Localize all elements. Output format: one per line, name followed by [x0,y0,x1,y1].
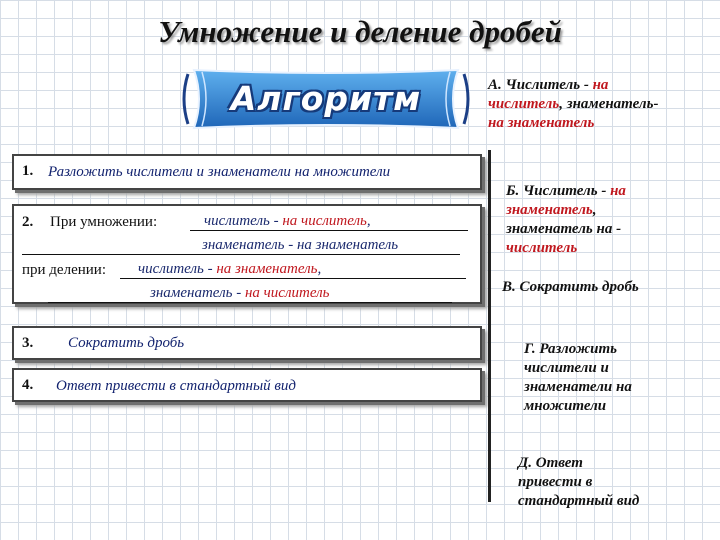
option-d-line3: знаменатели на [524,379,632,395]
algorithm-banner [180,66,472,132]
option-e-line3: стандартный вид [518,493,640,509]
step-3-number: 3. [22,335,34,351]
div-numerator-target: на знаменатель [216,261,318,277]
option-e-line2: привести в [518,474,593,490]
option-a-part4: на знаменатель [488,115,595,131]
step-4-box [12,368,482,402]
mult-numerator-target: на числитель [282,213,367,229]
mult-numerator-part: числитель - [204,213,283,229]
option-a-part2: числитель [488,96,560,112]
column-divider [488,150,491,502]
option-b-part4: знаменатель на - [506,221,622,237]
step-3-text: Сократить дробь [68,335,185,351]
step-4-number: 4. [22,377,34,393]
option-b-part2: знаменатель [506,202,593,218]
div-denominator-part: знаменатель - [150,285,245,301]
option-e-line1: Д. Ответ [518,455,583,471]
div-denominator-target: на числитель [244,285,330,301]
option-b-part5: числитель [506,240,578,256]
page-title: Умножение и деление дробей [158,14,562,49]
division-answer-1 [138,261,321,278]
option-b-prefix: Б. Числитель - [506,183,611,199]
step-1-box [12,154,482,190]
option-c: В. Сократить дробь [502,279,639,295]
division-answer-2 [150,285,329,302]
option-d-line1: Г. Разложить [524,341,617,357]
option-a [488,76,714,133]
step-1-number: 1. [22,163,34,179]
option-b [506,182,716,258]
step-1-text: Разложить числители и знаменатели на множители [48,164,391,180]
step-2-number: 2. [22,214,34,230]
option-a-prefix: А. Числитель - [488,77,593,93]
option-b-part1: на [610,183,626,199]
mult-comma: , [366,213,371,229]
div-comma: , [317,261,322,277]
option-d [524,340,714,416]
step-3-box [12,326,482,360]
option-d-line4: множители [524,398,607,414]
option-e [518,454,714,511]
multiplication-answer-1 [204,213,371,230]
division-label: при делении: [22,262,106,278]
option-a-part1: на [592,77,609,93]
step-4-text: Ответ привести в стандартный вид [56,378,296,394]
multiplication-answer-2: знаменатель - на знаменатель [202,237,399,253]
div-numerator-part: числитель - [138,261,217,277]
option-b-part3: , [592,202,597,218]
multiplication-label: При умножении: [50,214,158,230]
banner-label: Алгоритм [230,79,422,118]
step-2-box [12,204,482,304]
option-d-line2: числители и [524,360,609,376]
option-a-part3: , знаменатель- [559,96,659,112]
